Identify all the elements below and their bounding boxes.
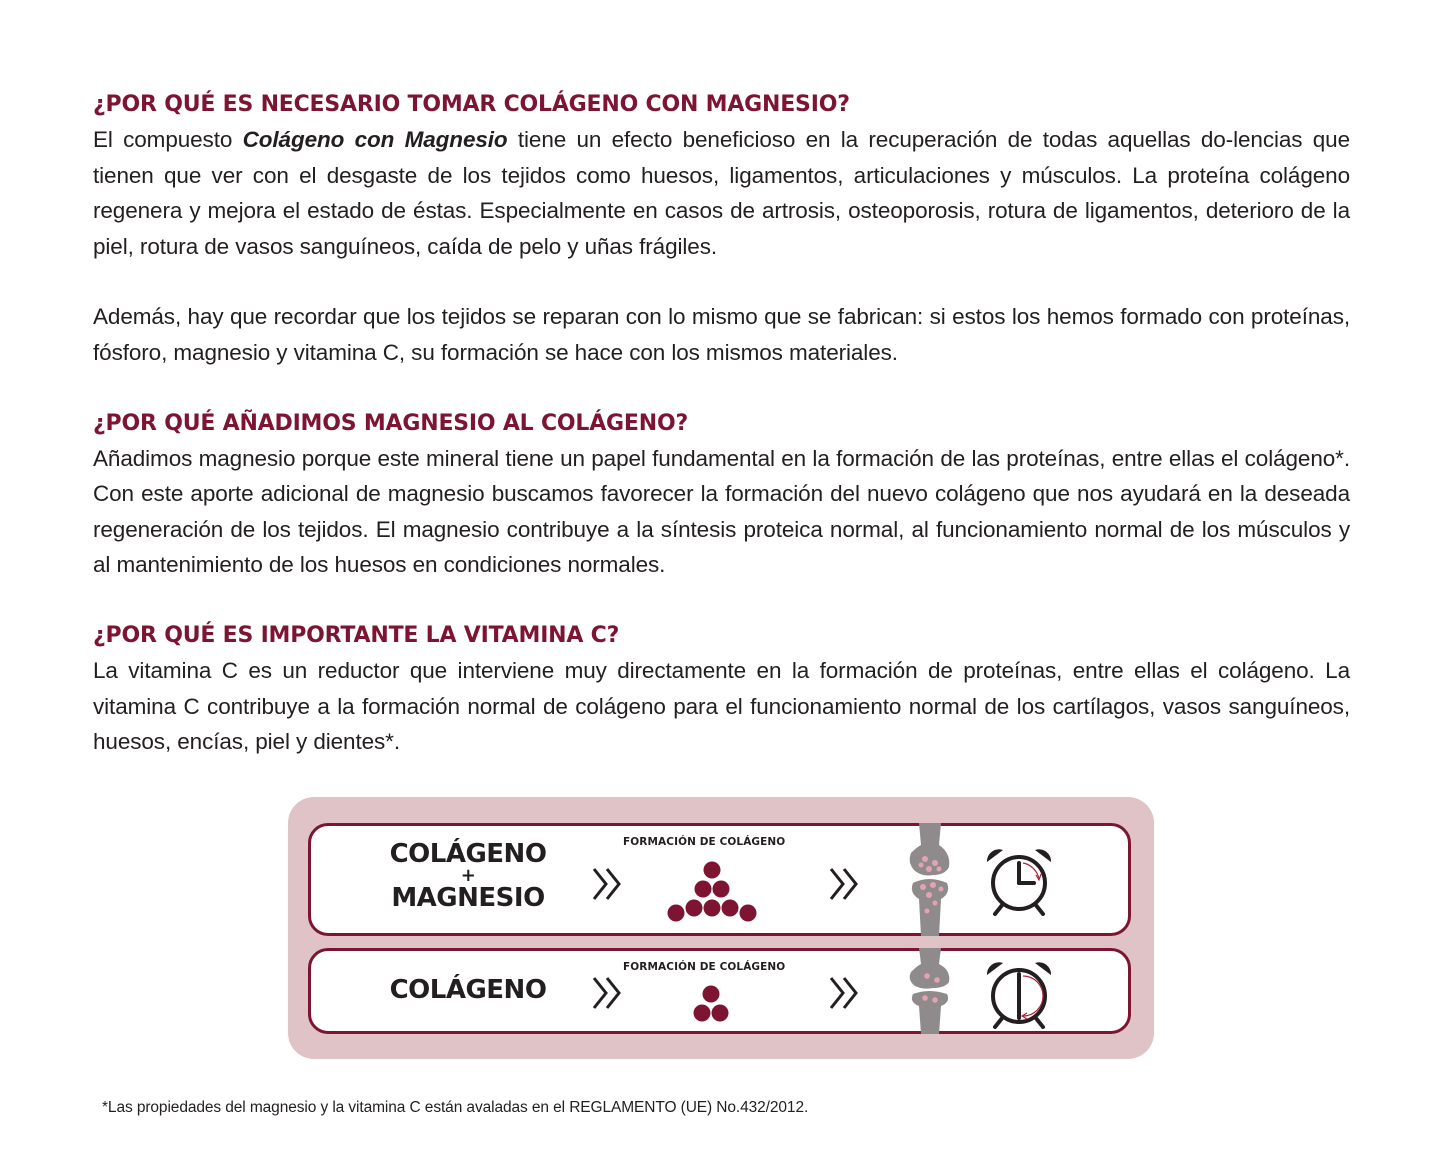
collagen-dots-icon <box>687 983 735 1025</box>
label-line: MAGNESIO <box>391 883 545 913</box>
double-chevron-icon <box>591 866 625 902</box>
label-line: COLÁGENO <box>389 839 547 869</box>
alarm-clock-icon <box>983 959 1055 1029</box>
spacer <box>93 264 1350 299</box>
comparison-infographic <box>288 797 1154 1059</box>
knee-joint-icon <box>903 948 957 1034</box>
paragraph-text: tiene un efecto beneficioso en la recuperación de todas aquellas do-lencias que tienen que ver con el desgaste de los tejidos como huesos, ligamentos, articulaciones y músculos. La proteína colágeno regenera y mejora el estado de éstas. Especialmente en casos de artrosis, osteoporosis, rotura de ligamentos, deterioro de la piel, rotura de vasos sanguíneos, caída de pelo y uñas frágiles. <box>93 127 1350 259</box>
double-chevron-icon <box>591 975 625 1011</box>
footnote: *Las propiedades del magnesio y la vitamina C están avaladas en el REGLAMENTO (UE) No.432/2012. <box>102 1099 809 1116</box>
product-name-emphasis: Colágeno con Magnesio <box>242 127 508 152</box>
knee-joint-icon <box>903 823 957 936</box>
section-title: ¿POR QUÉ ES IMPORTANTE LA VITAMINA C? <box>93 622 620 648</box>
label-plus: + <box>460 865 476 886</box>
section-paragraph: Añadimos magnesio porque este mineral tiene un papel fundamental en la formación de las proteínas, entre ellas el colágeno*. Con este aporte adicional de magnesio buscamos favorecer la formación del nuevo colágeno que nos ayudará en la deseada regeneración de los tejidos. El magnesio contribuye a la síntesis proteica normal, al funcionamiento normal de los músculos y al mantenimiento de los huesos en condiciones normales. <box>93 445 1350 578</box>
section-title: ¿POR QUÉ ES NECESARIO TOMAR COLÁGENO CON MAGNESIO? <box>93 92 850 117</box>
section-title: ¿POR QUÉ AÑADIMOS MAGNESIO AL COLÁGENO? <box>93 410 689 436</box>
row-label <box>373 840 563 912</box>
collagen-dots-icon <box>666 860 758 924</box>
spacer <box>93 371 1350 407</box>
formation-label: FORMACIÓN DE COLÁGENO <box>623 836 786 848</box>
row-label: COLÁGENO <box>389 975 547 1005</box>
section-paragraph: La vitamina C es un reductor que interviene muy directamente en la formación de proteínas, entre ellas el colágeno. La vitamina C contribuye a la formación normal de colágeno para el funcionamiento normal de los cartílagos, vasos sanguíneos, huesos, encías, piel y dientes*. <box>93 657 1350 755</box>
article-body <box>93 88 1350 760</box>
double-chevron-icon <box>828 975 862 1011</box>
alarm-clock-icon <box>983 846 1055 916</box>
paragraph-text: El compuesto <box>93 127 243 152</box>
infographic-row-collagen <box>308 948 1131 1034</box>
section-paragraph <box>93 122 1350 264</box>
spacer <box>93 583 1350 619</box>
double-chevron-icon <box>828 866 862 902</box>
formation-label: FORMACIÓN DE COLÁGENO <box>623 961 786 973</box>
infographic-row-collagen-magnesium <box>308 823 1131 936</box>
section-paragraph: Además, hay que recordar que los tejidos se reparan con lo mismo que se fabrican: si estos los hemos formado con proteínas, fósforo, magnesio y vitamina C, su formación se hace con los mismos materiales. <box>93 304 1350 365</box>
